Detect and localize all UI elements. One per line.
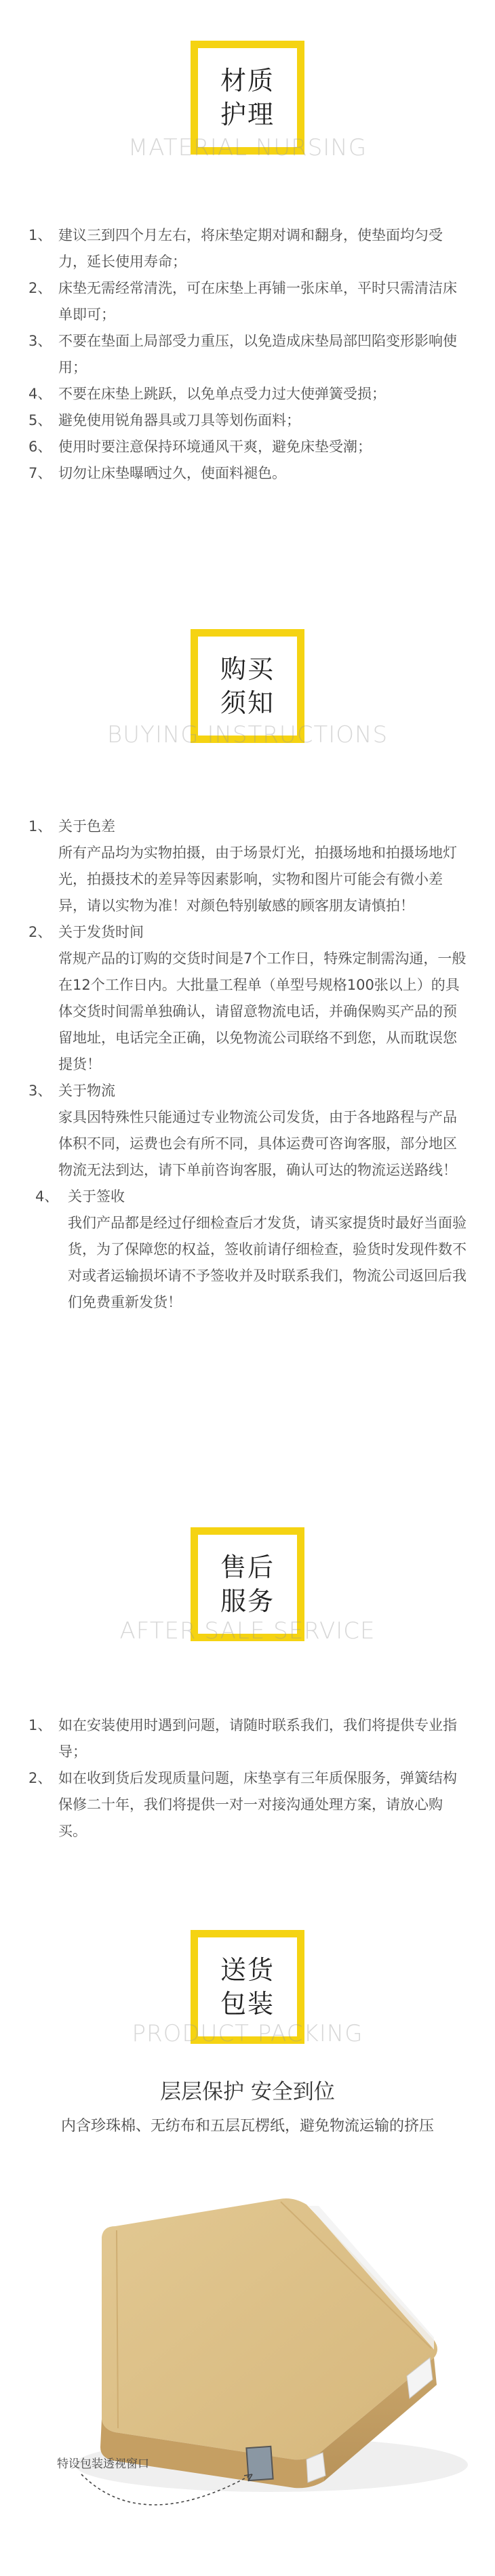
buying-english-title: BUYING INSTRUCTIONS (106, 721, 389, 748)
list-item: 1、 关于色差 所有产品均为实物拍摄，由于场景灯光，拍摄场地和拍摄场地灯光，拍摄技术的差异等因素影响，实物和图片可能会有微小差异，请以实物为准！对颜色特别敏感的顾客朋友请慎拍！ (28, 818, 457, 914)
mattress-package-illustration (0, 2156, 495, 2576)
after-list (0, 1712, 495, 1845)
list-item: 2、 如在收到货后发现质量问题，床垫享有三年质保服务，弹簧结构保修二十年，我们将提供一对一对接沟通处理方案，请放心购买。 (28, 1770, 457, 1839)
package-window-label: 特设包装透视窗口 (57, 2457, 149, 2471)
list-item: 2、 床垫无需经常清洗，可在床垫上再铺一张床单，平时只需清洁床单即可； (28, 280, 457, 323)
care-english-title: MATERIAL NURSING (127, 134, 368, 161)
list-item: 2、 关于发货时间 常规产品的订购的交货时间是7个工作日，特殊定制需沟通，一般在12个工作日内。大批量工程单（单型号规格100张以上）的具体交货时间需单独确认，请留意物流电话，并确保购买产品的预留地址，电话完全正确，以免物流公司联络不到您，从而耽误您提货！ (28, 924, 467, 1072)
list-item: 6、 使用时要注意保持环境通风干爽，避免床垫受潮； (28, 439, 372, 455)
buying-list (0, 813, 495, 1316)
care-badge-line2: 护理 (220, 100, 275, 129)
list-item: 7、 切勿让床垫曝晒过久，使面料褪色。 (28, 465, 286, 481)
package-window (246, 2447, 273, 2480)
list-item: 4、 不要在床垫上跳跃，以免单点受力过大使弹簧受损； (28, 386, 386, 402)
list-item: 4、 关于签收 我们产品都是经过仔细检查后才发货，请买家提货时最好当面验货，为了保障您的权益，签收前请仔细检查，验货时发现件数不对或者运输损坏请不予签收并及时联系我们，物流公司返回后我们免费重新发货！ (35, 1188, 467, 1310)
delivery-subtitle: 内含珍珠棉、无纺布和五层瓦楞纸，避免物流运输的挤压 (60, 2118, 434, 2135)
care-list (0, 222, 495, 487)
delivery-badge-line1: 送货 (220, 1955, 275, 1985)
after-english-title: AFTER SALE SERVICE (119, 1617, 376, 1645)
list-item: 3、 关于物流 家具因特殊性只能通过专业物流公司发货，由于各地路程与产品体积不同，运费也会有所不同，具体运费可咨询客服，部分地区物流无法到达，请下单前咨询客服，确认可达的物流运送路线！ (28, 1083, 457, 1178)
list-item: 1、 如在安装使用时遇到问题，请随时联系我们，我们将提供专业指导； (28, 1717, 457, 1760)
delivery-badge-line2: 包装 (220, 1989, 275, 2019)
delivery-title: 层层保护 安全到位 (160, 2080, 335, 2104)
after-badge-line1: 售后 (220, 1552, 275, 1582)
after-badge-line2: 服务 (220, 1586, 275, 1616)
buying-badge-line2: 须知 (220, 688, 275, 718)
list-item: 3、 不要在垫面上局部受力重压，以免造成床垫局部凹陷变形影响使用； (28, 333, 457, 376)
care-badge-line1: 材质 (220, 66, 275, 96)
delivery-english-title: PRODUCT PACKING (132, 2020, 363, 2047)
buying-badge-line1: 购买 (220, 654, 275, 684)
list-item: 5、 避免使用锐角器具或刀具等划伤面料； (28, 412, 300, 428)
list-item: 1、 建议三到四个月左右，将床垫定期对调和翻身，使垫面均匀受力，延长使用寿命； (28, 227, 443, 270)
